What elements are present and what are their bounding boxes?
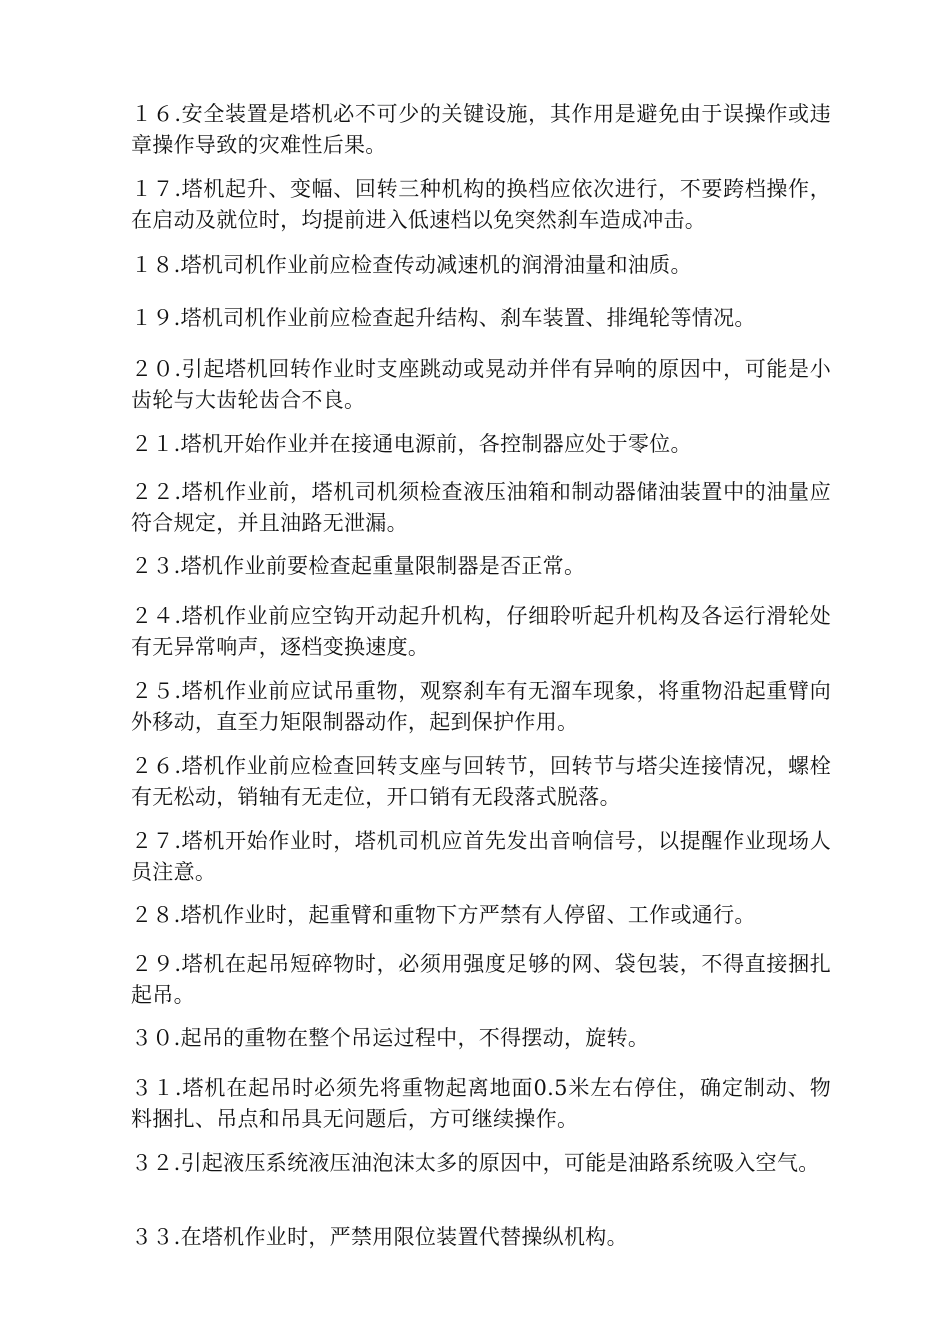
item-number: ２８ [131,903,174,927]
list-item [131,303,831,334]
item-text: .安全装置是塔机必不可少的关键设施，其作用是避免由于误操作或违章操作导致的灾难性后果。 [131,102,831,157]
list-item [131,676,831,738]
item-number: ２５ [131,679,175,703]
item-number: ２０ [131,357,175,381]
list-item [131,751,831,813]
item-text: .引起液压系统液压油泡沫太多的原因中，可能是油路系统吸入空气。 [173,1151,820,1175]
list-item [131,826,831,888]
item-number: ３１ [131,1076,175,1100]
item-text: .塔机作业时，起重臂和重物下方严禁有人停留、工作或通行。 [173,903,756,927]
item-number: １９ [131,306,174,330]
list-item [131,601,831,663]
item-text: .塔机开始作业并在接通电源前，各控制器应处于零位。 [173,432,692,456]
list-item [131,1148,831,1179]
item-text: .塔机作业前应空钩开动起升机构，仔细聆听起升机构及各运行滑轮处有无异常响声，逐档变换速度。 [131,604,831,659]
item-text: .塔机作业前应检查回转支座与回转节，回转节与塔尖连接情况，螺栓有无松动，销轴有无走位，开口销有无段落式脱落。 [131,754,831,809]
item-number: ２９ [131,952,175,976]
item-text: .塔机司机作业前应检查传动减速机的润滑油量和油质。 [173,253,692,277]
item-number: ２３ [131,554,174,578]
list-item [131,1073,831,1135]
item-number: ３３ [131,1225,174,1249]
item-text: .塔机开始作业时，塔机司机应首先发出音响信号，以提醒作业现场人员注意。 [131,829,831,884]
list-item [131,99,831,161]
item-number: １７ [131,177,175,201]
item-number: ２１ [131,432,174,456]
list-item [131,477,831,539]
item-number: ３２ [131,1151,174,1175]
item-text: .塔机在起吊短碎物时，必须用强度足够的网、袋包装，不得直接捆扎起吊。 [131,952,831,1007]
list-item [131,174,831,236]
item-text: .塔机在起吊时必须先将重物起离地面0.5米左右停住，确定制动、物料捆扎、吊点和吊具无问题后，方可继续操作。 [131,1076,831,1131]
item-text: .塔机起升、变幅、回转三种机构的换档应依次进行，不要跨档操作，在启动及就位时，均提前进入低速档以免突然刹车造成冲击。 [131,177,831,232]
item-text: .在塔机作业时，严禁用限位装置代替操纵机构。 [173,1225,628,1249]
list-item [131,949,831,1011]
list-item [131,1023,831,1054]
item-text: .起吊的重物在整个吊运过程中，不得摆动，旋转。 [173,1026,650,1050]
list-item [131,354,831,416]
item-number: ２７ [131,829,175,853]
item-text: .塔机作业前，塔机司机须检查液压油箱和制动器储油装置中的油量应符合规定，并且油路无泄漏。 [131,480,831,535]
item-text: .塔机作业前要检查起重量限制器是否正常。 [173,554,586,578]
item-number: ２４ [131,604,175,628]
list-item [131,1222,831,1253]
item-number: １６ [131,102,175,126]
item-text: .塔机司机作业前应检查起升结构、刹车装置、排绳轮等情况。 [173,306,756,330]
item-number: ３０ [131,1026,174,1050]
item-text: .塔机作业前应试吊重物，观察刹车有无溜车现象，将重物沿起重臂向外移动，直至力矩限制器动作，起到保护作用。 [131,679,831,734]
item-number: １８ [131,253,174,277]
list-item [131,429,831,460]
list-item [131,551,831,582]
item-number: ２６ [131,754,175,778]
item-text: .引起塔机回转作业时支座跳动或晃动并伴有异响的原因中，可能是小齿轮与大齿轮齿合不良。 [131,357,831,412]
list-item [131,900,831,931]
item-number: ２２ [131,480,175,504]
list-item [131,250,831,281]
